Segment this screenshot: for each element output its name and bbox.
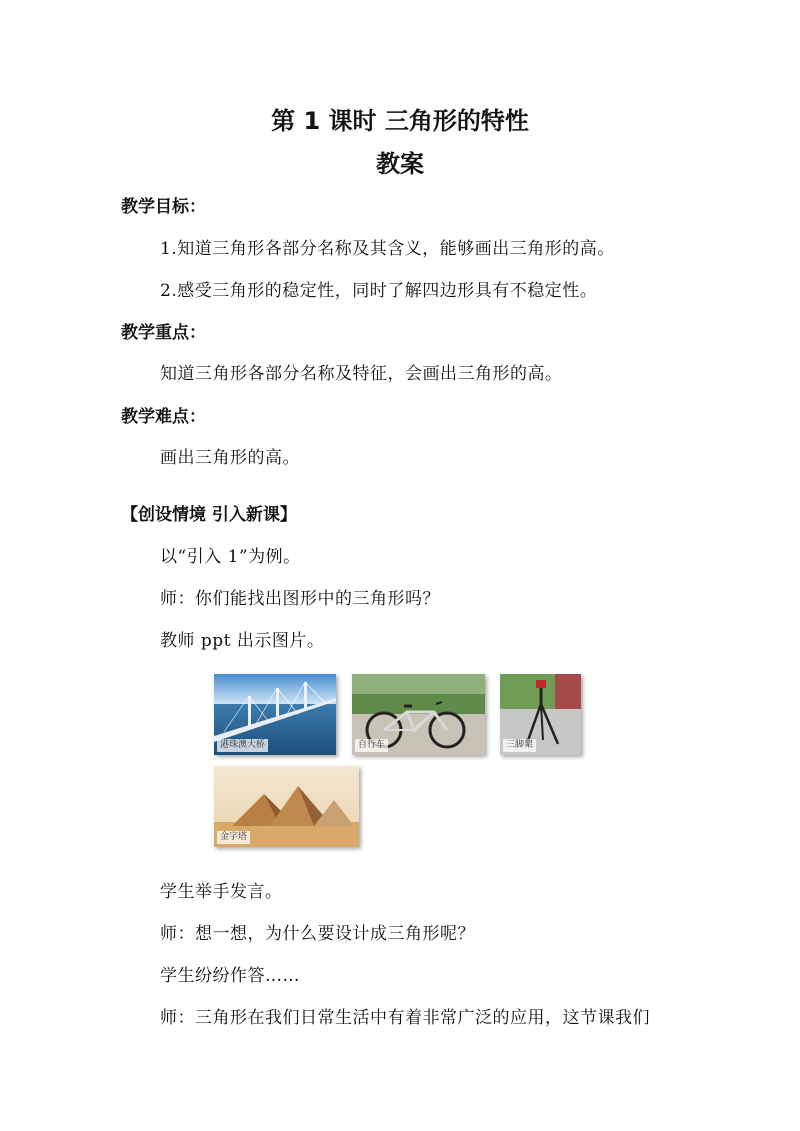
bicycle-caption: 自行车 [355,739,388,752]
difficulty-text: 画出三角形的高。 [160,448,300,468]
document-type: 教案 [376,150,424,178]
pyramid-caption: 金字塔 [217,831,250,844]
bicycle-photo [352,674,485,755]
difficulty-heading: 教学难点： [121,407,206,427]
body-line-2: 师：你们能找出图形中的三角形吗？ [160,589,440,609]
goals-heading: 教学目标： [121,197,206,217]
body-line-4: 学生举手发言。 [160,882,283,902]
key-points-heading: 教学重点： [121,323,206,343]
bridge-photo [214,674,336,755]
tripod-photo [500,674,581,755]
tripod-caption: 三脚架 [503,739,536,752]
key-points-text: 知道三角形各部分名称及特征，会画出三角形的高。 [160,364,563,384]
body-line-5: 师：想一想，为什么要设计成三角形呢？ [160,924,475,944]
body-line-6: 学生纷纷作答…… [160,966,300,986]
bridge-caption: 港珠澳大桥 [217,739,268,752]
goal-2: 2.感受三角形的稳定性，同时了解四边形具有不稳定性。 [160,281,598,301]
intro-heading: 【创设情境 引入新课】 [121,505,297,525]
body-line-3: 教师 ppt 出示图片。 [160,631,325,651]
pyramid-photo [214,766,359,847]
goal-1: 1.知道三角形各部分名称及其含义，能够画出三角形的高。 [160,239,615,259]
lesson-title: 第 1 课时 三角形的特性 [271,107,529,135]
body-line-1: 以“引入 1”为例。 [160,547,301,567]
body-line-7: 师：三角形在我们日常生活中有着非常广泛的应用，这节课我们 [160,1008,650,1028]
